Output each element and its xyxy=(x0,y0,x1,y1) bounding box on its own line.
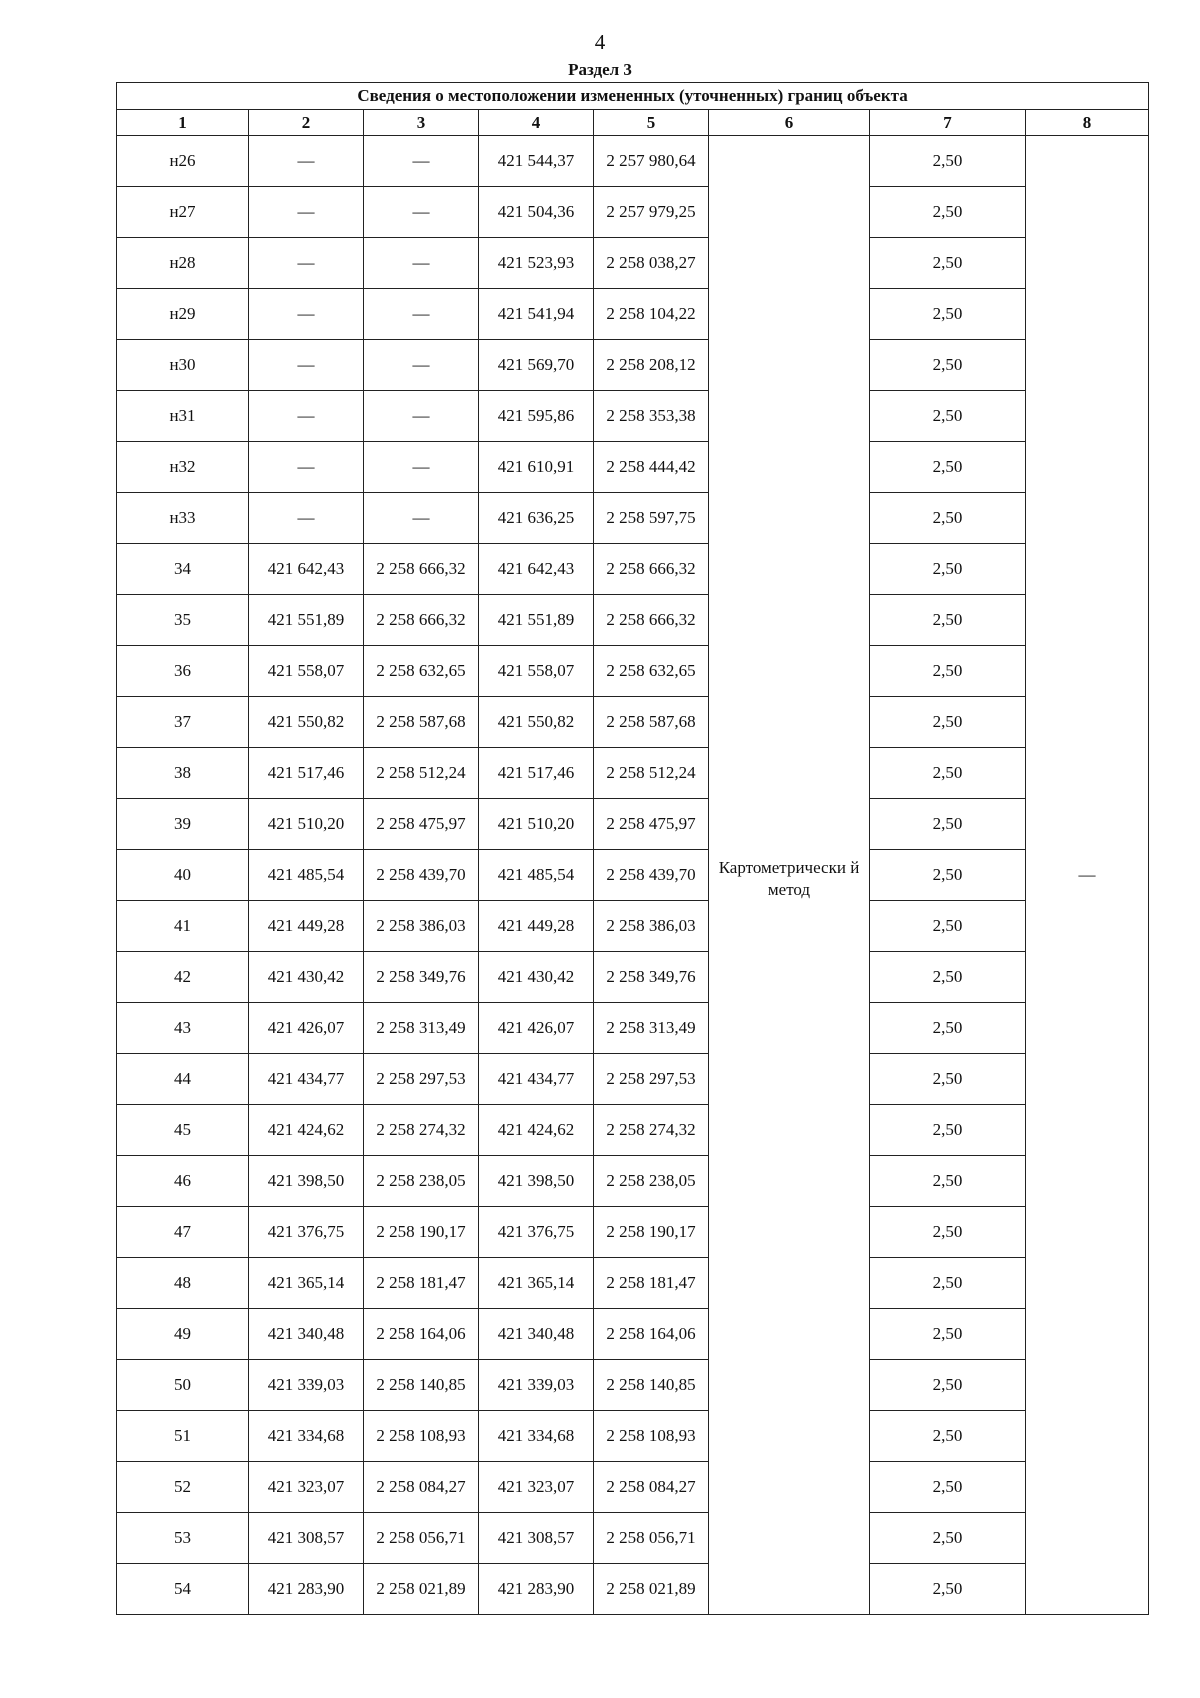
new-y-cell: 2 258 587,68 xyxy=(594,697,709,748)
old-x-cell: — xyxy=(249,187,364,238)
old-x-cell: 421 434,77 xyxy=(249,1054,364,1105)
new-x-cell: 421 339,03 xyxy=(479,1360,594,1411)
page-number: 4 xyxy=(594,30,606,54)
new-x-cell: 421 636,25 xyxy=(479,493,594,544)
column-header-7: 7 xyxy=(870,110,1026,136)
old-y-cell: 2 258 084,27 xyxy=(364,1462,479,1513)
point-number-cell: н31 xyxy=(117,391,249,442)
point-number-cell: 54 xyxy=(117,1564,249,1615)
table-row xyxy=(117,136,1149,187)
old-y-cell: 2 258 108,93 xyxy=(364,1411,479,1462)
new-x-cell: 421 517,46 xyxy=(479,748,594,799)
table-row xyxy=(117,340,1149,391)
point-number-cell: 41 xyxy=(117,901,249,952)
accuracy-cell: 2,50 xyxy=(870,544,1026,595)
new-y-cell: 2 258 313,49 xyxy=(594,1003,709,1054)
new-x-cell: 421 551,89 xyxy=(479,595,594,646)
old-y-cell: — xyxy=(364,391,479,442)
new-x-cell: 421 504,36 xyxy=(479,187,594,238)
point-number-cell: 48 xyxy=(117,1258,249,1309)
point-number-cell: 53 xyxy=(117,1513,249,1564)
table-row xyxy=(117,697,1149,748)
point-number-cell: 37 xyxy=(117,697,249,748)
new-y-cell: 2 258 386,03 xyxy=(594,901,709,952)
new-x-cell: 421 541,94 xyxy=(479,289,594,340)
accuracy-cell: 2,50 xyxy=(870,1207,1026,1258)
new-x-cell: 421 558,07 xyxy=(479,646,594,697)
new-x-cell: 421 334,68 xyxy=(479,1411,594,1462)
column-header-2: 2 xyxy=(249,110,364,136)
table-caption-row xyxy=(117,83,1149,110)
new-x-cell: 421 340,48 xyxy=(479,1309,594,1360)
point-number-cell: 49 xyxy=(117,1309,249,1360)
table-row xyxy=(117,289,1149,340)
accuracy-cell: 2,50 xyxy=(870,901,1026,952)
point-number-cell: 35 xyxy=(117,595,249,646)
old-y-cell: — xyxy=(364,238,479,289)
old-y-cell: — xyxy=(364,136,479,187)
new-x-cell: 421 424,62 xyxy=(479,1105,594,1156)
new-y-cell: 2 258 439,70 xyxy=(594,850,709,901)
accuracy-cell: 2,50 xyxy=(870,289,1026,340)
point-number-cell: н33 xyxy=(117,493,249,544)
point-number-cell: 38 xyxy=(117,748,249,799)
point-number-cell: н28 xyxy=(117,238,249,289)
accuracy-cell: 2,50 xyxy=(870,1360,1026,1411)
new-x-cell: 421 398,50 xyxy=(479,1156,594,1207)
new-x-cell: 421 610,91 xyxy=(479,442,594,493)
accuracy-cell: 2,50 xyxy=(870,1156,1026,1207)
point-number-cell: 51 xyxy=(117,1411,249,1462)
point-number-cell: 45 xyxy=(117,1105,249,1156)
old-x-cell: 421 550,82 xyxy=(249,697,364,748)
new-y-cell: 2 258 084,27 xyxy=(594,1462,709,1513)
old-x-cell: 421 376,75 xyxy=(249,1207,364,1258)
new-y-cell: 2 258 632,65 xyxy=(594,646,709,697)
new-x-cell: 421 376,75 xyxy=(479,1207,594,1258)
old-y-cell: 2 258 386,03 xyxy=(364,901,479,952)
new-y-cell: 2 258 208,12 xyxy=(594,340,709,391)
accuracy-cell: 2,50 xyxy=(870,187,1026,238)
point-number-cell: 44 xyxy=(117,1054,249,1105)
accuracy-cell: 2,50 xyxy=(870,1309,1026,1360)
new-y-cell: 2 258 349,76 xyxy=(594,952,709,1003)
table-row xyxy=(117,544,1149,595)
old-x-cell: — xyxy=(249,238,364,289)
new-y-cell: 2 258 444,42 xyxy=(594,442,709,493)
new-y-cell: 2 258 297,53 xyxy=(594,1054,709,1105)
new-y-cell: 2 258 021,89 xyxy=(594,1564,709,1615)
old-x-cell: 421 334,68 xyxy=(249,1411,364,1462)
point-number-cell: 34 xyxy=(117,544,249,595)
new-y-cell: 2 258 190,17 xyxy=(594,1207,709,1258)
new-y-cell: 2 257 979,25 xyxy=(594,187,709,238)
old-y-cell: — xyxy=(364,442,479,493)
old-x-cell: — xyxy=(249,289,364,340)
old-y-cell: 2 258 313,49 xyxy=(364,1003,479,1054)
accuracy-cell: 2,50 xyxy=(870,340,1026,391)
new-y-cell: 2 258 666,32 xyxy=(594,544,709,595)
point-number-cell: н30 xyxy=(117,340,249,391)
point-number-cell: 40 xyxy=(117,850,249,901)
new-y-cell: 2 258 181,47 xyxy=(594,1258,709,1309)
table-row xyxy=(117,493,1149,544)
old-y-cell: 2 258 587,68 xyxy=(364,697,479,748)
old-y-cell: 2 258 181,47 xyxy=(364,1258,479,1309)
new-y-cell: 2 258 512,24 xyxy=(594,748,709,799)
new-y-cell: 2 258 597,75 xyxy=(594,493,709,544)
accuracy-cell: 2,50 xyxy=(870,238,1026,289)
point-number-cell: 36 xyxy=(117,646,249,697)
table-row xyxy=(117,391,1149,442)
old-y-cell: 2 258 140,85 xyxy=(364,1360,479,1411)
new-y-cell: 2 258 353,38 xyxy=(594,391,709,442)
table-row xyxy=(117,1309,1149,1360)
table-row xyxy=(117,1105,1149,1156)
old-x-cell: 421 424,62 xyxy=(249,1105,364,1156)
table-row xyxy=(117,1462,1149,1513)
new-x-cell: 421 430,42 xyxy=(479,952,594,1003)
accuracy-cell: 2,50 xyxy=(870,1105,1026,1156)
new-x-cell: 421 642,43 xyxy=(479,544,594,595)
old-x-cell: 421 340,48 xyxy=(249,1309,364,1360)
new-x-cell: 421 308,57 xyxy=(479,1513,594,1564)
new-x-cell: 421 550,82 xyxy=(479,697,594,748)
table-row xyxy=(117,850,1149,901)
new-y-cell: 2 258 038,27 xyxy=(594,238,709,289)
table-header-row xyxy=(117,110,1149,136)
point-number-cell: 43 xyxy=(117,1003,249,1054)
old-x-cell: 421 510,20 xyxy=(249,799,364,850)
column-header-5: 5 xyxy=(594,110,709,136)
new-y-cell: 2 258 475,97 xyxy=(594,799,709,850)
column-header-1: 1 xyxy=(117,110,249,136)
new-x-cell: 421 449,28 xyxy=(479,901,594,952)
column-header-3: 3 xyxy=(364,110,479,136)
table-row xyxy=(117,442,1149,493)
old-y-cell: 2 258 297,53 xyxy=(364,1054,479,1105)
old-y-cell: 2 258 512,24 xyxy=(364,748,479,799)
old-x-cell: — xyxy=(249,340,364,391)
point-number-cell: 42 xyxy=(117,952,249,1003)
old-y-cell: 2 258 349,76 xyxy=(364,952,479,1003)
accuracy-cell: 2,50 xyxy=(870,646,1026,697)
old-y-cell: 2 258 238,05 xyxy=(364,1156,479,1207)
accuracy-cell: 2,50 xyxy=(870,952,1026,1003)
table-row xyxy=(117,1156,1149,1207)
table-row xyxy=(117,646,1149,697)
column-header-4: 4 xyxy=(479,110,594,136)
old-y-cell: — xyxy=(364,187,479,238)
table-row xyxy=(117,1513,1149,1564)
new-y-cell: 2 258 238,05 xyxy=(594,1156,709,1207)
accuracy-cell: 2,50 xyxy=(870,442,1026,493)
table-row xyxy=(117,1258,1149,1309)
method-text: Картометрически й метод xyxy=(718,858,860,899)
old-y-cell: 2 258 056,71 xyxy=(364,1513,479,1564)
accuracy-cell: 2,50 xyxy=(870,850,1026,901)
accuracy-cell: 2,50 xyxy=(870,1258,1026,1309)
old-y-cell: 2 258 439,70 xyxy=(364,850,479,901)
new-x-cell: 421 510,20 xyxy=(479,799,594,850)
column-header-8: 8 xyxy=(1026,110,1149,136)
table-row xyxy=(117,1411,1149,1462)
point-number-cell: 50 xyxy=(117,1360,249,1411)
new-y-cell: 2 257 980,64 xyxy=(594,136,709,187)
column-header-6: 6 xyxy=(709,110,870,136)
point-number-cell: н26 xyxy=(117,136,249,187)
accuracy-cell: 2,50 xyxy=(870,1564,1026,1615)
point-number-cell: н32 xyxy=(117,442,249,493)
new-y-cell: 2 258 056,71 xyxy=(594,1513,709,1564)
old-x-cell: 421 430,42 xyxy=(249,952,364,1003)
old-y-cell: — xyxy=(364,340,479,391)
table-row xyxy=(117,748,1149,799)
old-x-cell: 421 485,54 xyxy=(249,850,364,901)
table-row xyxy=(117,901,1149,952)
point-number-cell: н29 xyxy=(117,289,249,340)
table-row xyxy=(117,187,1149,238)
table-row xyxy=(117,1360,1149,1411)
accuracy-cell: 2,50 xyxy=(870,493,1026,544)
table-row xyxy=(117,238,1149,289)
new-x-cell: 421 485,54 xyxy=(479,850,594,901)
new-y-cell: 2 258 164,06 xyxy=(594,1309,709,1360)
point-number-cell: 39 xyxy=(117,799,249,850)
old-x-cell: 421 426,07 xyxy=(249,1003,364,1054)
table-row xyxy=(117,1054,1149,1105)
accuracy-cell: 2,50 xyxy=(870,799,1026,850)
point-number-cell: н27 xyxy=(117,187,249,238)
column-8-cell: — xyxy=(1026,136,1149,1615)
new-y-cell: 2 258 140,85 xyxy=(594,1360,709,1411)
new-x-cell: 421 365,14 xyxy=(479,1258,594,1309)
coordinates-table xyxy=(116,82,1149,1615)
new-x-cell: 421 569,70 xyxy=(479,340,594,391)
point-number-cell: 46 xyxy=(117,1156,249,1207)
old-x-cell: 421 517,46 xyxy=(249,748,364,799)
table-row xyxy=(117,595,1149,646)
old-x-cell: — xyxy=(249,136,364,187)
table-caption: Сведения о местоположении измененных (уточненных) границ объекта xyxy=(117,83,1149,110)
old-x-cell: 421 398,50 xyxy=(249,1156,364,1207)
accuracy-cell: 2,50 xyxy=(870,697,1026,748)
accuracy-cell: 2,50 xyxy=(870,595,1026,646)
old-y-cell: — xyxy=(364,289,479,340)
new-x-cell: 421 544,37 xyxy=(479,136,594,187)
old-y-cell: — xyxy=(364,493,479,544)
old-y-cell: 2 258 274,32 xyxy=(364,1105,479,1156)
old-x-cell: 421 558,07 xyxy=(249,646,364,697)
new-y-cell: 2 258 108,93 xyxy=(594,1411,709,1462)
new-y-cell: 2 258 104,22 xyxy=(594,289,709,340)
old-x-cell: — xyxy=(249,442,364,493)
old-x-cell: 421 551,89 xyxy=(249,595,364,646)
table-row xyxy=(117,1207,1149,1258)
accuracy-cell: 2,50 xyxy=(870,1462,1026,1513)
old-x-cell: 421 642,43 xyxy=(249,544,364,595)
section-title: Раздел 3 xyxy=(568,60,632,79)
point-number-cell: 47 xyxy=(117,1207,249,1258)
accuracy-cell: 2,50 xyxy=(870,748,1026,799)
new-x-cell: 421 434,77 xyxy=(479,1054,594,1105)
new-y-cell: 2 258 666,32 xyxy=(594,595,709,646)
old-y-cell: 2 258 190,17 xyxy=(364,1207,479,1258)
new-x-cell: 421 283,90 xyxy=(479,1564,594,1615)
accuracy-cell: 2,50 xyxy=(870,1003,1026,1054)
point-number-cell: 52 xyxy=(117,1462,249,1513)
old-x-cell: 421 308,57 xyxy=(249,1513,364,1564)
old-y-cell: 2 258 021,89 xyxy=(364,1564,479,1615)
new-y-cell: 2 258 274,32 xyxy=(594,1105,709,1156)
old-x-cell: 421 283,90 xyxy=(249,1564,364,1615)
old-y-cell: 2 258 164,06 xyxy=(364,1309,479,1360)
old-y-cell: 2 258 666,32 xyxy=(364,544,479,595)
old-x-cell: 421 323,07 xyxy=(249,1462,364,1513)
table-row xyxy=(117,1564,1149,1615)
old-x-cell: — xyxy=(249,493,364,544)
accuracy-cell: 2,50 xyxy=(870,1513,1026,1564)
table-row xyxy=(117,1003,1149,1054)
accuracy-cell: 2,50 xyxy=(870,1411,1026,1462)
new-x-cell: 421 523,93 xyxy=(479,238,594,289)
old-y-cell: 2 258 475,97 xyxy=(364,799,479,850)
old-x-cell: 421 339,03 xyxy=(249,1360,364,1411)
old-x-cell: 421 365,14 xyxy=(249,1258,364,1309)
new-x-cell: 421 595,86 xyxy=(479,391,594,442)
new-x-cell: 421 426,07 xyxy=(479,1003,594,1054)
old-y-cell: 2 258 666,32 xyxy=(364,595,479,646)
old-y-cell: 2 258 632,65 xyxy=(364,646,479,697)
old-x-cell: — xyxy=(249,391,364,442)
accuracy-cell: 2,50 xyxy=(870,1054,1026,1105)
method-cell xyxy=(709,136,870,1615)
table-row xyxy=(117,952,1149,1003)
new-x-cell: 421 323,07 xyxy=(479,1462,594,1513)
accuracy-cell: 2,50 xyxy=(870,391,1026,442)
table-row xyxy=(117,799,1149,850)
old-x-cell: 421 449,28 xyxy=(249,901,364,952)
accuracy-cell: 2,50 xyxy=(870,136,1026,187)
